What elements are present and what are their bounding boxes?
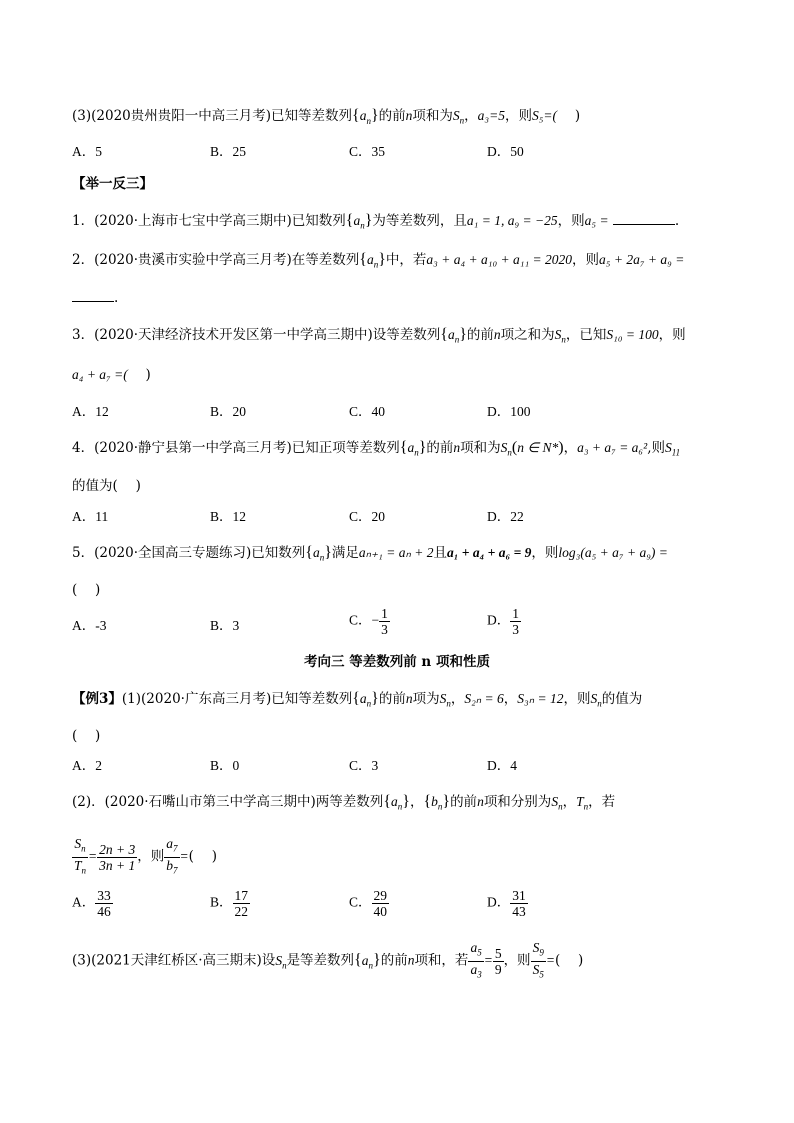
- option-c: C．20: [349, 509, 386, 524]
- option-c: C．35: [349, 144, 386, 159]
- question-5-paren: ( ): [72, 582, 101, 598]
- option-d: D．4: [487, 758, 517, 773]
- option-d: D．100: [487, 404, 531, 419]
- option-c: C．− $\frac{1}{3}$: [349, 606, 388, 637]
- answer-blank[interactable]: [613, 224, 675, 225]
- option-a: A．12: [72, 404, 109, 419]
- example-3-part-3: (3)(2021天津红桥区·高三期末)设$S_n$是等差数列$\{a_n\}$的前n项和，若 $\frac{a_5}{a_3}$ = $\frac{5}{9}$ ，则 $\frac{S_9}{S_5}$ =( ): [72, 940, 584, 980]
- option-d: D．22: [487, 509, 524, 524]
- answer-blank[interactable]: [72, 301, 114, 302]
- example-3-part-2: (2)．(2020·石嘴山市第三中学高三期中)两等差数列$\{a_n\}$，$\{b_n\}$的前n项和分别为$S_n$，$T_n$，若: [72, 793, 616, 812]
- question-5: 5．(2020·全国高三专题练习)已知数列$\{a_n\}$满足aₙ₊₁ = aₙ + 2且a₁ + a₄ + a₆ = 9，则log₃(a₅ + a₇ + a₉) =: [72, 544, 668, 563]
- example-3-part-1: 【例3】(1)(2020·广东高三月考)已知等差数列$\{a_n\}$的前n项为$S_n$，S₂ₙ = 6，S₃ₙ = 12，则$S_n$的值为: [72, 690, 643, 709]
- option-b: B．3: [210, 618, 240, 633]
- question-2-blank-line: .: [72, 288, 118, 308]
- option-a: A．11: [72, 509, 109, 524]
- option-c: C． $\frac{29}{40}$: [349, 888, 388, 919]
- question-3: 3．(2020·天津经济技术开发区第一中学高三期中)设等差数列$\{a_n\}$的前n项之和为$S_n$，已知S₁₀ = 100，则: [72, 326, 686, 345]
- option-b: B．12: [210, 509, 247, 524]
- example-3-part-2-ratio: $\frac{S_n}{T_n}$ = $\frac{2n + 3}{3n + 1}$ ，则 $\frac{a_7}{b_7}$ =( ): [74, 836, 217, 876]
- section-heading-jyfs: 【举一反三】: [72, 176, 153, 192]
- option-c: C．3: [349, 758, 379, 773]
- section-heading-k3: 考向三 等差数列前 n 项和性质: [304, 654, 490, 670]
- option-b: B． $\frac{17}{22}$: [210, 888, 249, 919]
- option-b: B．20: [210, 404, 247, 419]
- question-4: 4．(2020·静宁县第一中学高三月考)已知正项等差数列$\{a_n\}$的前n项和为$S_n(n$ ∈ N*)，a₃ + a₇ = a₆²,则$S_{11}$: [72, 439, 681, 458]
- option-d: D．50: [487, 144, 524, 159]
- question-1: 1．(2020·上海市七宝中学高三期中)已知数列$\{a_n\}$为等差数列，且a₁ = 1, a₉ = −25，则a₅ = .: [72, 212, 680, 231]
- option-a: A．5: [72, 144, 102, 159]
- option-d: D． $\frac{1}{3}$: [487, 606, 519, 637]
- option-a: A．2: [72, 758, 102, 773]
- option-a: A．-3: [72, 618, 107, 633]
- option-b: B．25: [210, 144, 247, 159]
- question-3-guiyang: (3)(2020贵州贵阳一中高三月考)已知等差数列$\{a_n\}$的前n项和为$S_n$，a₃=5，则S₅=( ): [72, 107, 581, 126]
- example-3-paren: ( ): [72, 728, 101, 744]
- option-c: C．40: [349, 404, 386, 419]
- question-4-line2: 的值为( ): [72, 478, 141, 494]
- question-2: 2．(2020·贵溪市实验中学高三月考)在等差数列$\{a_n\}$中，若a₃ + a₄ + a₁₀ + a₁₁ = 2020，则a₅ + 2a₇ + a₉ =: [72, 251, 685, 270]
- option-d: D． $\frac{31}{43}$: [487, 888, 526, 919]
- option-a: A． $\frac{33}{46}$: [72, 888, 111, 919]
- question-3-line2: a₄ + a₇ =( ): [72, 367, 151, 383]
- option-b: B．0: [210, 758, 240, 773]
